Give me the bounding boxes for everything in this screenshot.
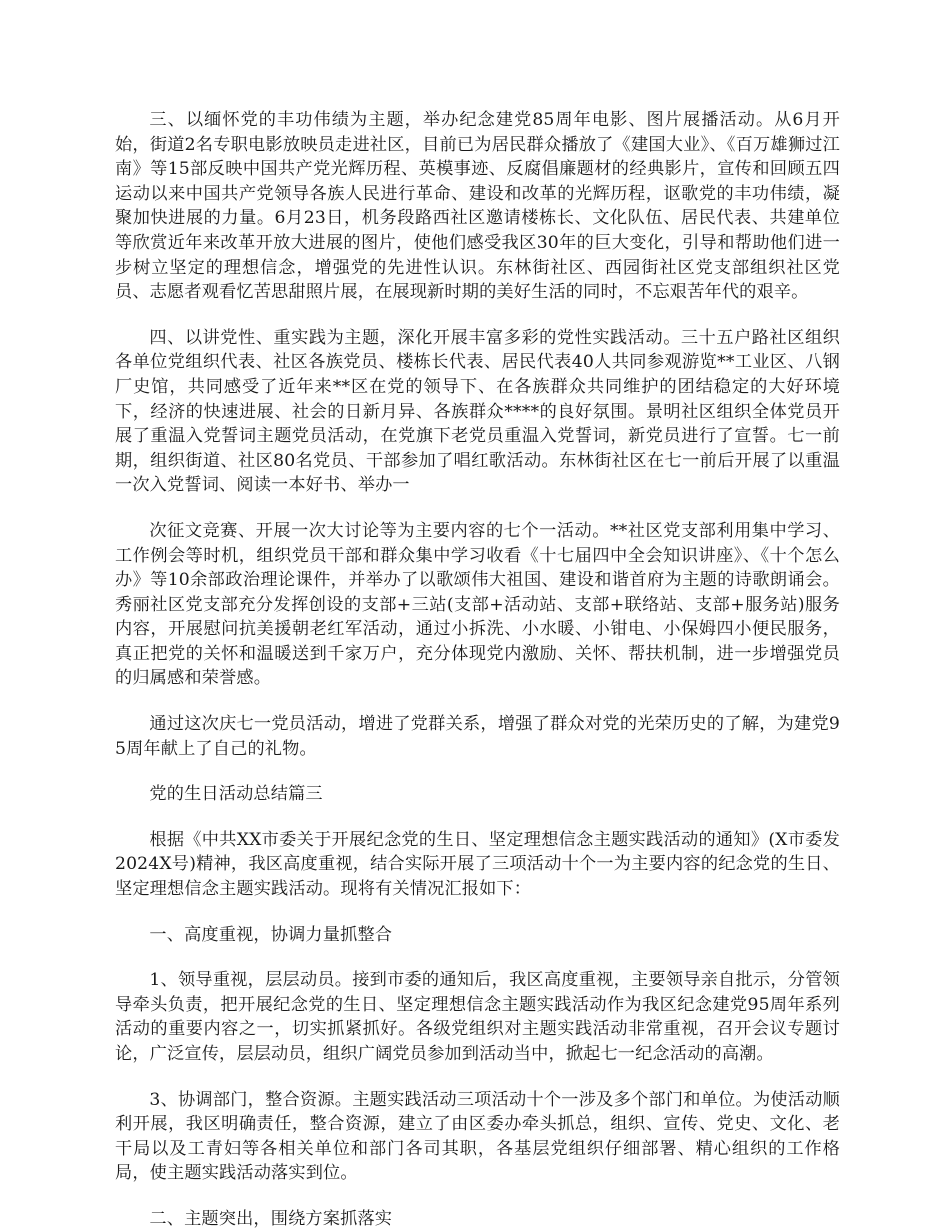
paragraph-theme-four: 四、以讲党性、重实践为主题，深化开展丰富多彩的党性实践活动。三十五户路社区组织各单位党组织代表、社区各族党员、楼栋长代表、居民代表40人共同参观游览**工业区、八钢厂史馆，共同感受了近年来**区在党的领导下、在各族群众共同维护的团结稳定的大好环境下，经济的快速进展、社会的日新月异、各族群众****的良好氛围。景明社区组织全体党员开展了重温入党誓词主题党员活动，在党旗下老党员重温入党誓词，新党员进行了宣誓。七一前期，组织街道、社区80名党员、干部参加了唱红歌活动。东林街社区在七一前后开展了以重温一次入党誓词、阅读一本好书、举办一 (115, 327, 840, 496)
paragraph-leadership: 1、领导重视，层层动员。接到市委的通知后，我区高度重视，主要领导亲自批示，分管领导牵头负责，把开展纪念党的生日、坚定理想信念主题实践活动作为我区纪念建党95周年系列活动的重要内容之一，切实抓紧抓好。各级党组织对主题实践活动非常重视，召开会议专题讨论，广泛宣传，层层动员，组织广阔党员参加到活动当中，掀起七一纪念活动的高潮。 (115, 970, 840, 1064)
paragraph-conclusion: 通过这次庆七一党员活动，增进了党群关系，增强了群众对党的光荣历史的了解，为建党95周年献上了自己的礼物。 (115, 714, 840, 759)
paragraph-coordination: 3、协调部门，整合资源。主题实践活动三项活动十个一涉及多个部门和单位。为使活动顺利开展，我区明确责任，整合资源，建立了由区委办牵头抓总，组织、宣传、党史、文化、老干局以及工青妇等各相关单位和部门各司其职，各基层党组织仔细部署、精心组织的工作格局，使主题实践活动落实到位。 (115, 1089, 840, 1184)
heading-high-attention: 一、高度重视，协调力量抓整合 (149, 924, 393, 945)
section-title-part-three: 党的生日活动总结篇三 (149, 784, 323, 805)
paragraph-seven-activities: 次征文竞赛、开展一次大讨论等为主要内容的七个一活动。**社区党支部利用集中学习、工作例会等时机，组织党员干部和群众集中学习收看《十七届四中全会知识讲座》、《十个怎么办》等10余部政治理论课件，并举办了以歌颂伟大祖国、建设和谐首府为主题的诗歌朗诵会。秀丽社区党支部充分发挥创设的支部+三站(支部+活动站、支部+联络站、支部+服务站)服务内容，开展慰问抗美援朝老红军活动，通过小拆洗、小水暖、小钳电、小保姆四小便民服务，真正把党的关怀和温暖送到千家万户，充分体现党内激励、关怀、帮扶机制，进一步增强党员的归属感和荣誉感。 (115, 520, 840, 689)
paragraph-notice-basis: 根据《中共XX市委关于开展纪念党的生日、坚定理想信念主题实践活动的通知》(X市委发2024X号)精神，我区高度重视，结合实际开展了三项活动十个一为主要内容的纪念党的生日、坚定理想信念主题实践活动。现将有关情况汇报如下： (115, 829, 840, 900)
heading-theme-focus: 二、主题突出，围绕方案抓落实 (149, 1208, 393, 1229)
paragraph-theme-three: 三、以缅怀党的丰功伟绩为主题，举办纪念建党85周年电影、图片展播活动。从6月开始，街道2名专职电影放映员走进社区，目前已为居民群众播放了《建国大业》、《百万雄狮过江南》等15部反映中国共产党光辉历程、英模事迹、反腐倡廉题材的经典影片，宣传和回顾五四运动以来中国共产党领导各族人民进行革命、建设和改革的光辉历程，讴歌党的丰功伟绩，凝聚加快进展的力量。6月23日，机务段路西社区邀请楼栋长、文化队伍、居民代表、共建单位等欣赏近年来改革开放大进展的图片，使他们感受我区30年的巨大变化，引导和帮助他们进一步树立坚定的理想信念，增强党的先进性认识。东林街社区、西园街社区党支部组织社区党员、志愿者观看忆苦思甜照片展，在展现新时期的美好生活的同时，不忘艰苦年代的艰辛。 (115, 110, 840, 303)
